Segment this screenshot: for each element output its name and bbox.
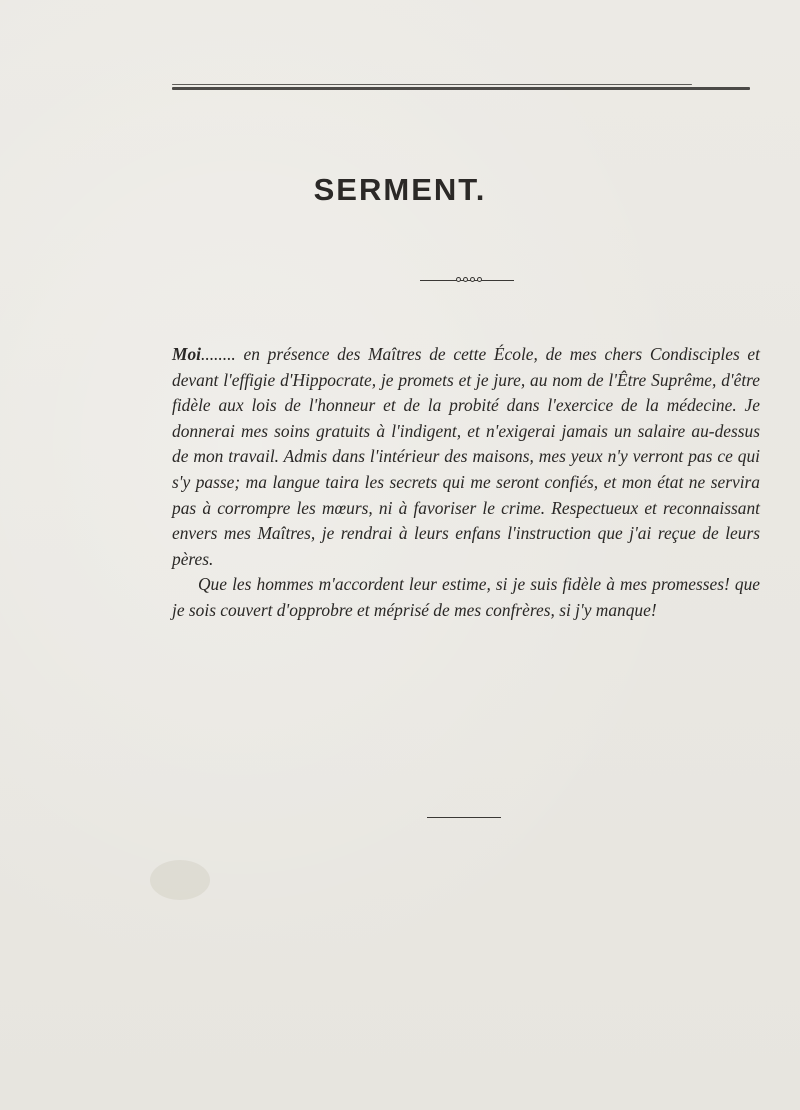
oath-closing: Que les hommes m'accordent leur estime, si je suis fidèle à mes promesses! que je sois couvert d'opprobre et méprisé de mes confrères, si j'y manque! xyxy=(172,574,760,620)
oath-body: ........ en présence des Maîtres de cette École, de mes chers Condisciples et devant l'effigie d'Hippocrate, je promets et je jure, au nom de l'Être Suprême, d'être fidèle aux lois de l'honneur et de la probité dans l'exercice de la médecine. Je donnerai mes soins gratuits à l'indigent, et n'exigerai jamais un salaire au-dessus de mon travail. Admis dans l'intérieur des maisons, mes yeux n'y verront pas ce qui s'y passe; ma langue taira les secrets qui me seront confiés, et mon état ne servira pas à corrompre les mœurs, ni à favoriser le crime. Respectueux et reconnaissant envers mes Maîtres, je rendrai à leurs enfans l'instruction que j'ai reçue de leurs pères. xyxy=(172,344,760,569)
top-rule-thin xyxy=(172,84,692,85)
top-rule-thick xyxy=(172,87,750,90)
bottom-rule xyxy=(427,817,501,818)
document-title: SERMENT. xyxy=(313,172,487,207)
oath-paragraph-2 xyxy=(172,572,760,623)
oath-lead: Moi xyxy=(172,344,201,364)
oath-paragraph-1 xyxy=(172,342,760,572)
title-ornament xyxy=(420,276,514,284)
paper-stain xyxy=(150,860,210,900)
oath-text xyxy=(172,342,760,624)
